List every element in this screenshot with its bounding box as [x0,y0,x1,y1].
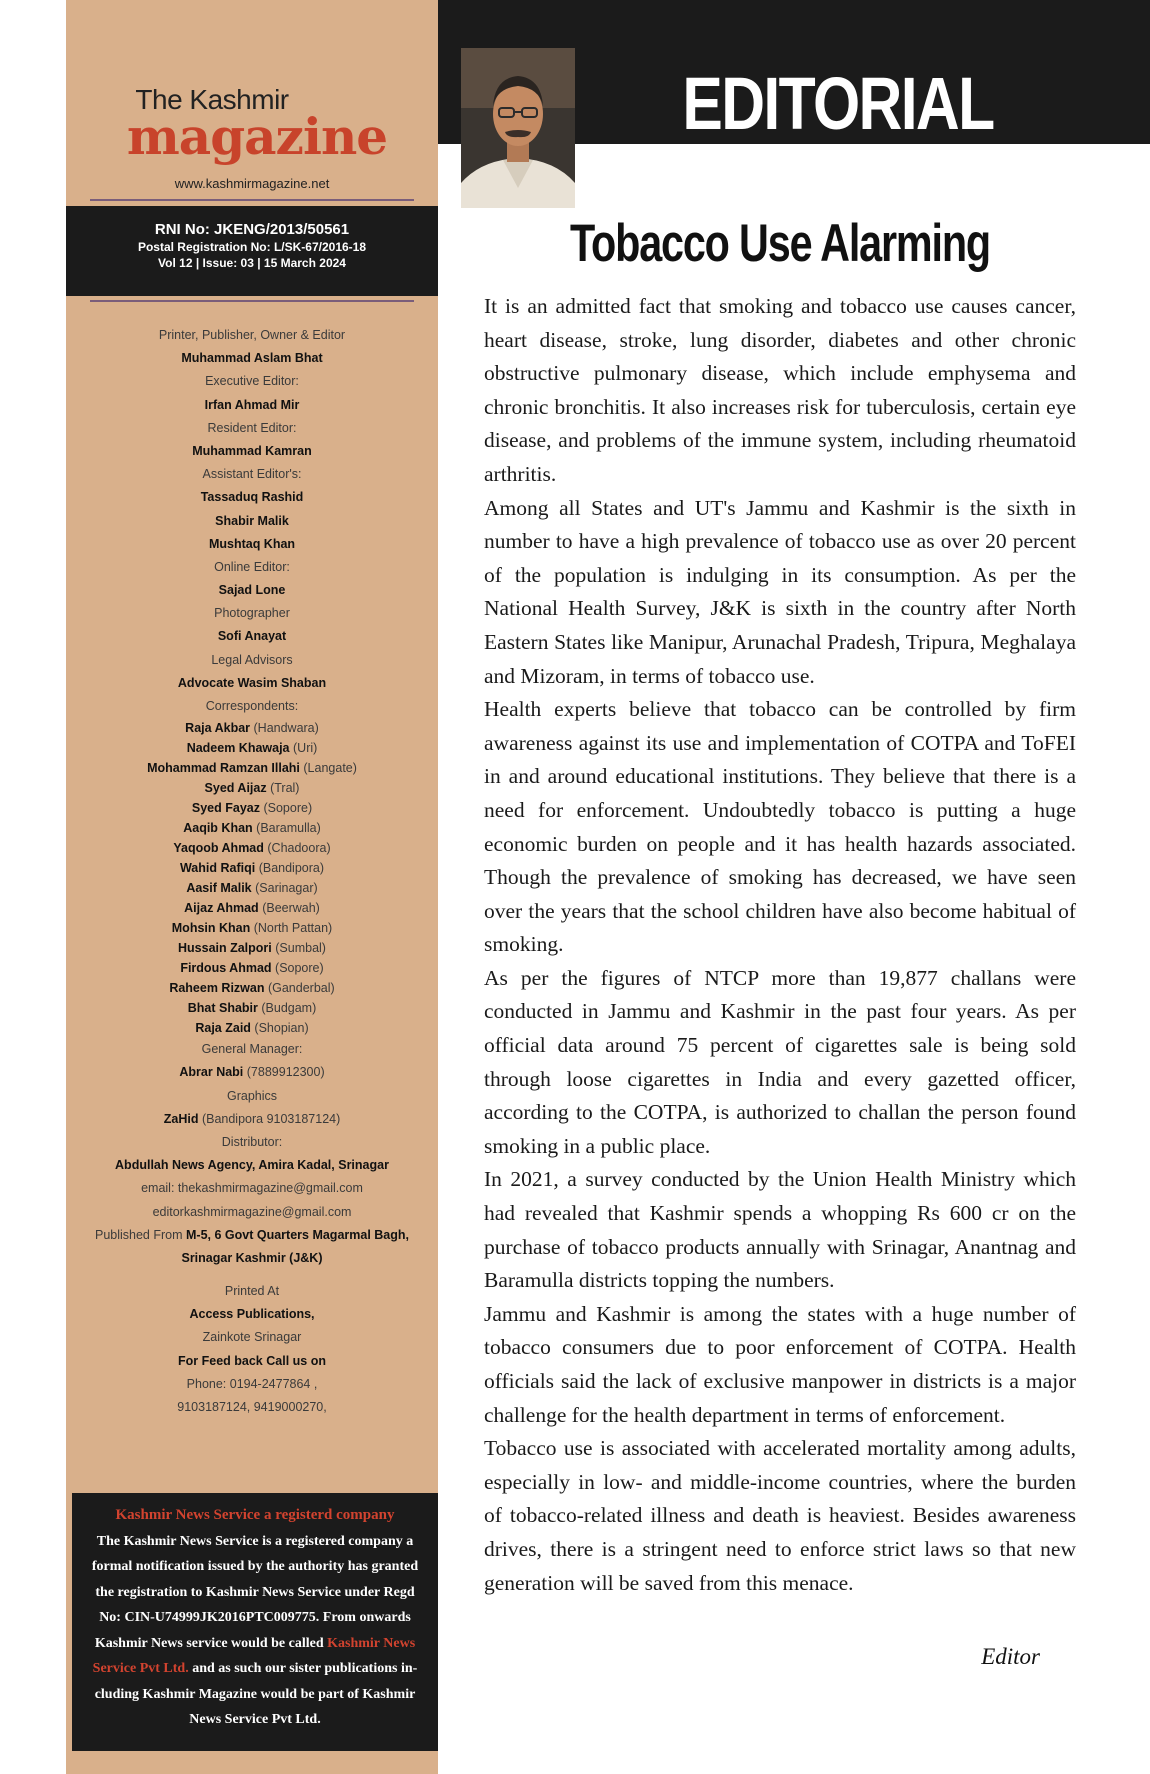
assistant-editors-label: Assistant Editor's: [202,467,302,482]
correspondent-item [66,778,438,798]
article-headline: Tobacco Use Alarming [570,214,990,273]
legal-advisor-name: Advocate Wasim Shaban [177,675,327,690]
general-manager-name: Abrar Nabi [179,1065,244,1080]
general-manager-label: General Manager: [201,1042,303,1057]
correspondent-name: Mohsin Khan [171,921,251,936]
graphics-name: ZaHid [163,1111,199,1126]
kns-line: cluding Kashmir Magazine would be part of Kashmir [94,1686,416,1702]
correspondent-name: Wahid Rafiqi [179,861,256,876]
editor-photo [461,48,575,208]
graphics-label: Graphics [226,1088,278,1103]
article-paragraph: Health experts believe that tobacco can be controlled by firm awareness against its use and implementation of COTPA and ToFEI in and around educational institutions. They believe that there is a need for enforcement. Undoubtedly tobacco is putting a huge economic burden on people and it has health hazards associated. Though the prevalence of smoking has decreased, we have seen over the years that the school children have also become habitual of smoking. [484,697,1076,957]
correspondent-name: Raja Zaid [195,1021,251,1036]
assistant-editor: Mushtaq Khan [208,536,296,551]
registration-box [66,206,438,296]
distributor-label: Distributor: [221,1134,283,1149]
correspondent-item [66,798,438,818]
printer-location: Zainkote Srinagar [202,1330,302,1345]
correspondent-name: Firdous Ahmad [180,961,272,976]
online-editor-name: Sajad Lone [218,583,286,598]
correspondent-place: (Budgam) [261,1001,317,1016]
kns-line: The Kashmir News Service is a registered company a [96,1533,414,1549]
kns-line: News Service Pvt Ltd. [189,1712,321,1727]
article-body [484,290,1076,1600]
divider [90,199,414,201]
printer-name: Muhammad Aslam Bhat [181,351,323,366]
issue-info: Vol 12 | Issue: 03 | 15 March 2024 [158,256,346,270]
phone-numbers: Phone: 0194-2477864 , [186,1376,318,1391]
general-manager-phone: (7889912300) [246,1065,325,1080]
kns-title: Kashmir News Service a registerd company [115,1507,395,1523]
correspondent-item [66,1018,438,1038]
phone-numbers: 9103187124, 9419000270, [177,1400,327,1414]
correspondent-place: (Shopian) [254,1021,309,1036]
correspondent-item [66,898,438,918]
kns-line: Service Pvt Ltd. and as such our sister publications in- [92,1661,418,1676]
postal-registration: Postal Registration No: L/SK-67/2016-18 [137,240,367,254]
correspondent-item [66,818,438,838]
website-url[interactable]: www.kashmirmagazine.net [174,176,330,191]
article-paragraph: It is an admitted fact that smoking and tobacco use causes cancer, heart disease, stroke, lung disorder, diabetes and other chronic obstructive pulmonary disease, which include emphysema and chronic bronchitis. It also increases risk for tuberculosis, certain eye disease, and problems of the immune system, including rheumatoid arthritis. [484,294,1076,486]
correspondent-place: (Handwara) [253,721,319,736]
photographer-name: Sofi Anayat [217,629,287,644]
correspondent-place: (Ganderbal) [267,981,335,996]
correspondent-name: Raja Akbar [185,721,251,736]
staff-credits [66,324,438,1419]
kns-line: No: CIN-U74999JK2016PTC009775. From onwards [99,1610,411,1625]
correspondent-name: Syed Aijaz [204,781,267,796]
email-address[interactable]: editorkashmirmagazine@gmail.com [152,1204,352,1219]
correspondent-place: (Sumbal) [275,941,326,956]
logo-main-text: magazine [126,107,388,166]
correspondent-item [66,738,438,758]
correspondent-name: Hussain Zalpori [178,941,272,956]
correspondent-name: Raheem Rizwan [169,981,265,996]
correspondent-name: Bhat Shabir [187,1001,258,1016]
correspondent-item [66,758,438,778]
correspondent-place: (Chadoora) [267,841,331,856]
correspondent-place: (Langate) [303,761,357,776]
graphics-detail: (Bandipora 9103187124) [201,1111,341,1126]
correspondent-place: (Sopore) [275,961,324,976]
correspondent-item [66,978,438,998]
correspondent-item [66,838,438,858]
printed-at-label: Printed At [224,1284,280,1299]
correspondent-name: Aaqib Khan [183,821,253,836]
article-paragraph: Jammu and Kashmir is among the states with a huge number of tobacco consumers due to poor enforcement of COTPA. Health officials said the lack of exclusive manpower in districts is a major challenge for the health department in terms of enforcement. [484,1301,1076,1427]
correspondent-name: Mohammad Ramzan Illahi [147,761,300,776]
correspondent-place: (Sarinagar) [255,881,318,896]
divider [90,300,414,302]
article-paragraph: In 2021, a survey conducted by the Union Health Ministry which had revealed that Kashmir spends a whopping Rs 600 cr on the purchase of tobacco products annually with Srinagar, Anantnag and Baramulla districts topping the numbers. [484,1167,1076,1293]
exec-editor-label: Executive Editor: [205,374,299,389]
correspondents-label: Correspondents: [205,699,299,713]
legal-advisors-label: Legal Advisors [211,652,293,667]
correspondent-place: (Tral) [270,781,300,796]
correspondent-name: Aijaz Ahmad [184,901,259,916]
email-address[interactable]: email: thekashmirmagazine@gmail.com [141,1181,363,1196]
distributor-name: Abdullah News Agency, Amira Kadal, Srinagar [115,1158,389,1173]
rni-number: RNI No: JKENG/2013/50561 [154,221,350,238]
correspondent-item [66,998,438,1018]
article-paragraph: Among all States and UT's Jammu and Kashmir is the sixth in number to have a high prevalence of tobacco use as over 20 percent of the population is indulging in its consumption. As per the National Health Survey, J&K is sixth in the country after North Eastern States like Manipur, Arunachal Pradesh, Tripura, Meghalaya and Mizoram, in terms of tobacco use. [484,495,1076,688]
correspondent-place: (Sopore) [263,801,313,816]
published-address: Srinagar Kashmir (J&K) [181,1250,323,1265]
editor-signature: Editor [981,1644,1040,1669]
correspondents-list [66,718,438,1038]
masthead-sidebar [66,0,438,1774]
kns-notice-box [72,1493,438,1751]
online-editor-label: Online Editor: [214,559,290,574]
correspondent-place: (North Pattan) [253,921,333,936]
correspondent-item [66,958,438,978]
correspondent-name: Nadeem Khawaja [186,741,290,756]
correspondent-item [66,858,438,878]
section-title: EDITORIAL [682,62,994,145]
published-address: M-5, 6 Govt Quarters Magarmal Bagh, [186,1227,409,1242]
correspondent-item [66,718,438,738]
published-prefix: Published From [94,1227,183,1242]
correspondent-place: (Baramulla) [256,821,321,836]
correspondent-name: Syed Fayaz [191,801,260,816]
correspondent-item [66,918,438,938]
magazine-logo [66,84,438,166]
resident-editor-label: Resident Editor: [207,420,297,435]
correspondent-item [66,878,438,898]
article-paragraph: As per the figures of NTCP more than 19,877 challans were conducted in Jammu and Kashmir in the past four years. As per official data around 75 percent of cigarettes sale is being sold through loose cigarettes in India and every gazetted officer, according to the COTPA, is authorized to challan the person found smoking in a public place. [484,965,1076,1158]
kns-line: formal notification issued by the authority has granted [91,1559,419,1574]
assistant-editor: Shabir Malik [215,513,289,528]
resident-editor-name: Muhammad Kamran [192,443,312,458]
kns-line: Kashmir News service would be called Kashmir News [94,1635,416,1651]
correspondent-item [66,938,438,958]
printer-label: Printer, Publisher, Owner & Editor [158,328,346,342]
correspondent-place: (Bandipora) [258,861,325,876]
logo-small-text: The Kashmir [135,84,289,115]
feedback-line: For Feed back Call us on [178,1353,326,1368]
correspondent-name: Yaqoob Ahmad [173,841,264,856]
correspondent-place: (Uri) [293,741,318,756]
correspondent-place: (Beerwah) [262,901,320,916]
correspondent-name: Aasif Malik [186,881,252,896]
photographer-label: Photographer [214,606,290,621]
printer-company: Access Publications, [189,1307,315,1322]
kns-line: the registration to Kashmir News Service under Regd [95,1584,415,1600]
assistant-editor: Tassaduq Rashid [200,490,304,505]
article-paragraph: Tobacco use is associated with accelerated mortality among adults, especially in low- and middle-income countries, where the burden of tobacco-related illness and death is heaviest. Besides awareness drives, there is a stringent need to enforce strict laws so that new generation will be saved from this menace. [484,1436,1076,1595]
exec-editor-name: Irfan Ahmad Mir [204,397,300,412]
